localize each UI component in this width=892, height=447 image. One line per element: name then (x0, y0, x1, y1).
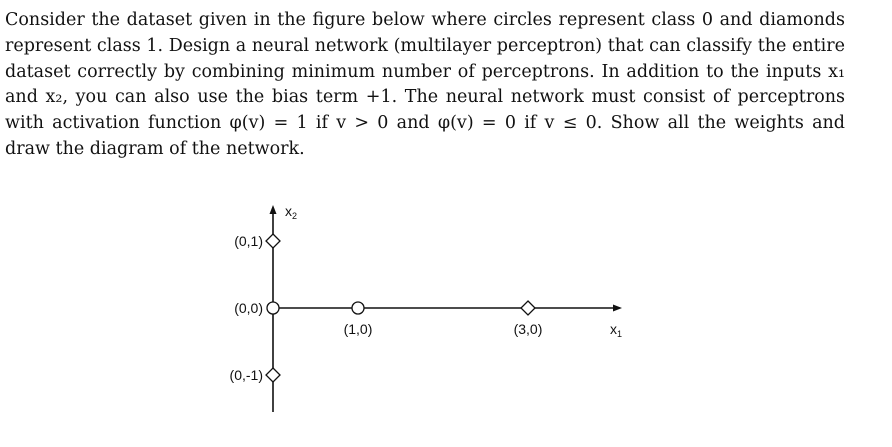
problem-line: and x₂, you can also use the bias term +1. The neural network must consist of perceptrons (5, 87, 845, 108)
point-label: (3,0) (513, 321, 543, 337)
class0-circle-marker (267, 302, 279, 314)
problem-line: draw the diagram of the network. (5, 138, 305, 159)
point-label: (0,0) (234, 300, 263, 316)
problem-line: Consider the dataset given in the figure below where circles represent class 0 and diamonds (5, 10, 845, 30)
x1-axis-label: $x_1$ (610, 321, 623, 339)
point-label: (0,-1) (229, 367, 263, 383)
point-label: (1,0) (343, 321, 373, 337)
class1-diamond-marker (266, 368, 280, 382)
problem-line: represent class 1. Design a neural network (multilayer perceptron) that can classify the entire (5, 35, 845, 56)
x1-axis-arrowhead (613, 305, 622, 312)
problem-line: with activation function φ(v) = 1 if v > 0 and φ(v) = 0 if v ≤ 0. Show all the weights and (5, 113, 845, 134)
class1-diamond-marker (266, 234, 280, 248)
class0-circle-marker (352, 302, 364, 314)
problem-line: dataset correctly by combining minimum number of perceptrons. In addition to the inputs x₁ (5, 61, 845, 82)
class1-diamond-marker (521, 301, 535, 315)
x2-axis-arrowhead (270, 205, 277, 214)
x2-axis-label: $x_2$ (285, 203, 298, 221)
point-label: (0,1) (234, 233, 263, 249)
